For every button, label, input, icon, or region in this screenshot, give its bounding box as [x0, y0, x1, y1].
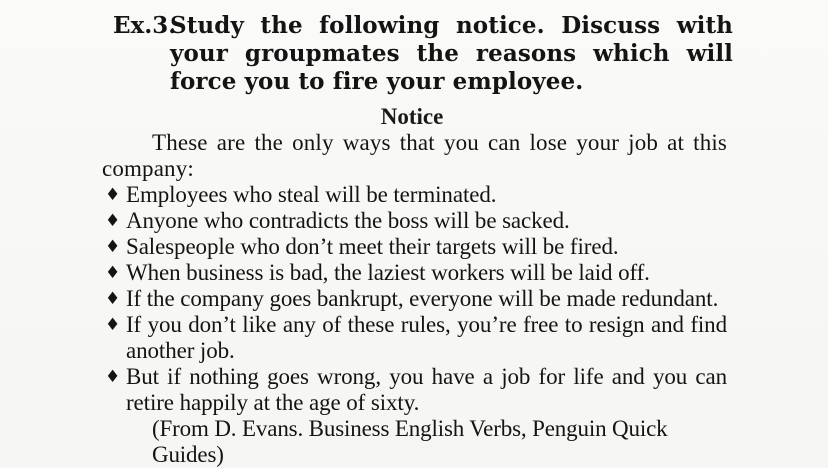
notice-title-container — [0, 104, 828, 130]
rules-list — [102, 182, 727, 416]
list-item — [102, 182, 727, 208]
rule-text: But if nothing goes wrong, you have a job for life and you can retire happily at the age of sixty. — [126, 364, 727, 415]
notice-title: Notice — [380, 104, 444, 129]
diamond-bullet-icon: ♦ — [105, 263, 121, 283]
notice-body — [102, 130, 727, 468]
rule-text: Employees who steal will be terminated. — [126, 182, 497, 207]
list-item — [102, 312, 727, 364]
list-item — [102, 286, 727, 312]
rule-text: If the company goes bankrupt, everyone will be made redundant. — [126, 286, 719, 311]
list-item — [102, 260, 727, 286]
list-item — [102, 364, 727, 416]
list-item — [102, 208, 727, 234]
source-citation: (From D. Evans. Business English Verbs, Penguin Quick Guides) — [152, 416, 668, 467]
diamond-bullet-icon: ♦ — [105, 237, 121, 257]
list-item — [102, 234, 727, 260]
exercise-heading — [113, 12, 733, 96]
diamond-bullet-icon: ♦ — [105, 185, 121, 205]
rule-text: When business is bad, the laziest workers will be laid off. — [126, 260, 650, 285]
diamond-bullet-icon: ♦ — [105, 289, 121, 309]
diamond-bullet-icon: ♦ — [105, 211, 121, 231]
diamond-bullet-icon: ♦ — [105, 315, 121, 335]
diamond-bullet-icon: ♦ — [105, 367, 121, 387]
rule-text: If you don’t like any of these rules, you’re free to resign and find another job. — [126, 312, 727, 363]
notice-intro: These are the only ways that you can lose your job at this company: — [102, 130, 727, 181]
exercise-number: Ex.3. — [113, 12, 177, 39]
rule-text: Anyone who contradicts the boss will be sacked. — [126, 208, 570, 233]
exercise-instruction: Study the following notice. Discuss with your groupmates the reasons which will force you to fire your employee. — [170, 12, 733, 95]
rule-text: Salespeople who don’t meet their targets will be fired. — [126, 234, 619, 259]
